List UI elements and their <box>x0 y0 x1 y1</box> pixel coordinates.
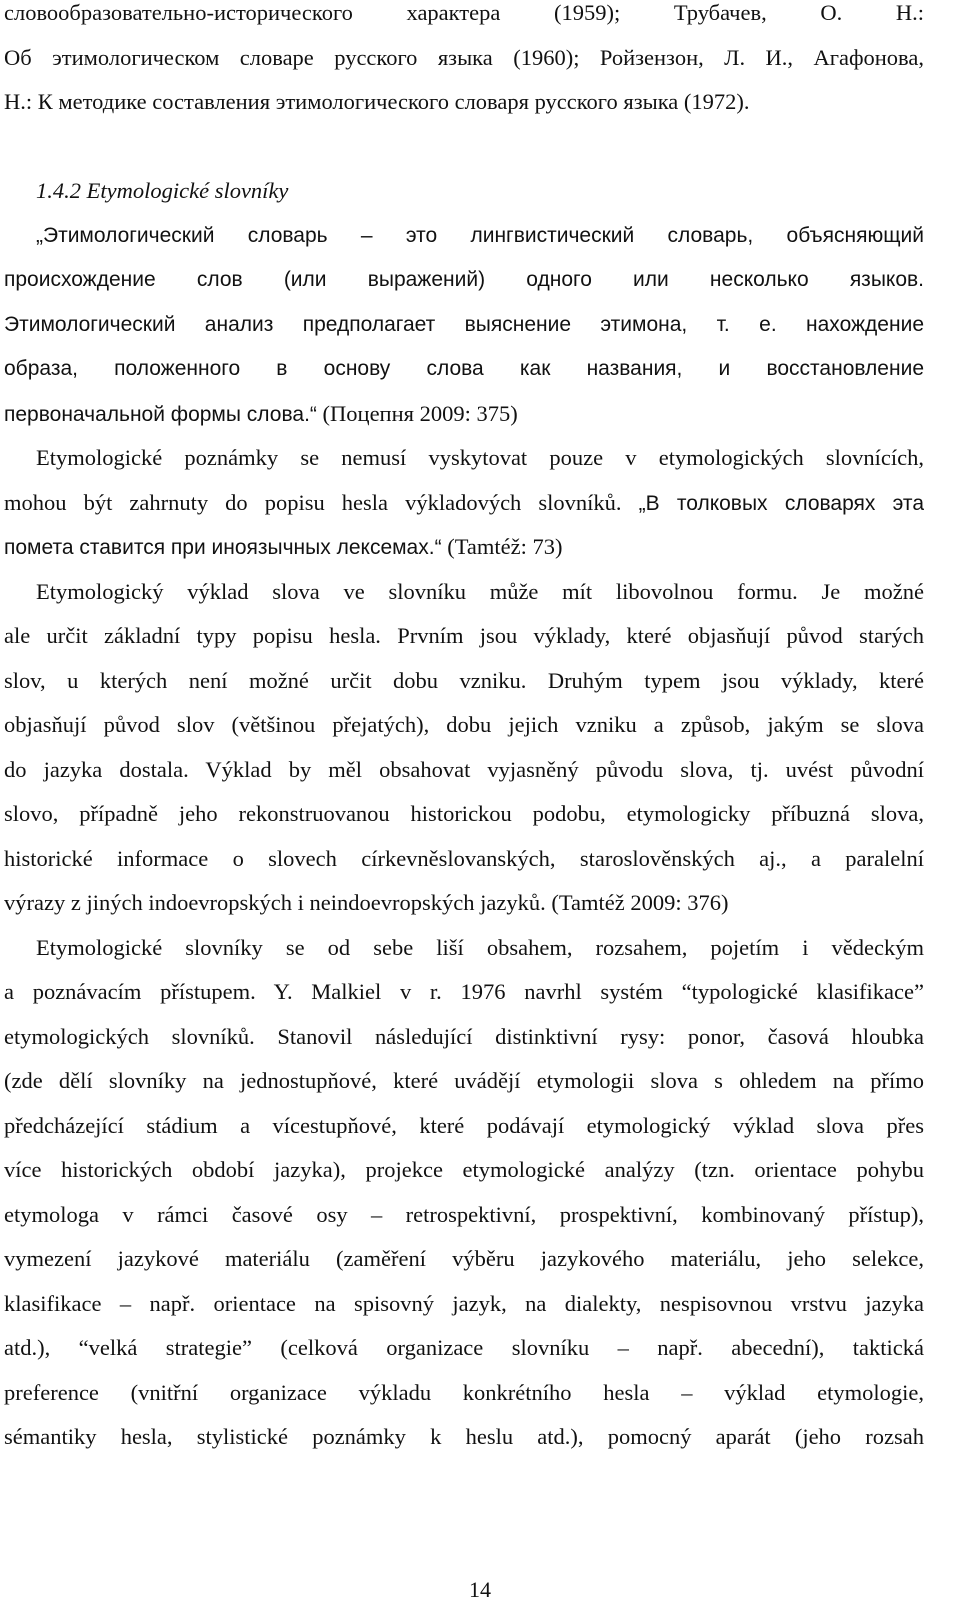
quote-end: первоначальной формы слова.“ <box>4 402 317 426</box>
quote-line: происхождение слов (или выражений) одного или несколько языков. <box>4 268 924 291</box>
text-line: slovo, případně jeho rekonstruovanou historickou podobu, etymologicky příbuzná slova, <box>4 801 924 826</box>
quote-line: образа, положенного в основу слова как названия, и восстановление <box>4 357 924 380</box>
text-line: atd.), “velká strategie” (celková organizace slovníku – např. abecední), taktická <box>4 1335 924 1360</box>
text-line: historické informace o slovech církevněslovanských, staroslověnských aj., a paralelní <box>4 845 924 871</box>
text-line: objasňují původ slov (většinou přejatých), dobu jejich vzniku a způsob, jakým se slova <box>4 712 924 737</box>
quote-line: „Этимологический словарь – это лингвистический словарь, объясняющий <box>36 223 924 247</box>
text-line: Etymologický výklad slova ve slovníku může mít libovolnou formu. Je možné <box>36 578 924 604</box>
paragraph-spacer <box>4 134 924 179</box>
page-number: 14 <box>469 1577 491 1602</box>
text-line: více historických období jazyka), projekce etymologické analýzy (tzn. orientace pohybu <box>4 1157 924 1182</box>
text-line: etymologa v rámci časové osy – retrospektivní, prospektivní, kombinovaný přístup), <box>4 1201 924 1227</box>
section-heading: 1.4.2 Etymologické slovníky <box>36 178 289 203</box>
text-line: výrazy z jiných indoevropských i neindoevropských jazyků. (Tamtéž 2009: 376) <box>4 890 729 915</box>
text-line: sémantiky hesla, stylistické poznámky k heslu atd.), pomocný aparát (jeho rozsah <box>4 1424 924 1449</box>
text-line: Etymologické poznámky se nemusí vyskytovat pouze v etymologických slovnících, <box>36 445 924 470</box>
mixed-line <box>4 401 924 446</box>
mixed-line <box>4 490 924 535</box>
text-line: Н.: К методике составления этимологического словаря русского языка (1972). <box>4 89 750 114</box>
text-line: do jazyka dostala. Výklad by měl obsahovat vyjasněný původu slova, tj. uvést původní <box>4 756 924 782</box>
text-line: slov, u kterých není možné určit dobu vzniku. Druhým typem jsou výklady, které <box>4 667 924 693</box>
text-part: mohou být zahrnuty do popisu hesla výkladových slovníků. <box>4 489 639 515</box>
quote-start: „В толковых словарях эта <box>638 491 924 515</box>
text-line: etymologických slovníků. Stanovil následující distinktivní rysy: ponor, časová hloubka <box>4 1023 924 1049</box>
text-line: klasifikace – např. orientace na spisovný jazyk, na dialekty, nespisovnou vrstvu jazyka <box>4 1290 924 1316</box>
text-line: Etymologické slovníky se od sebe liší obsahem, rozsahem, pojetím i vědeckým <box>36 934 924 960</box>
text-line: словообразовательно-исторического характера (1959); Трубачев, О. Н.: <box>4 0 924 25</box>
citation: (Поцепня 2009: 375) <box>316 400 518 426</box>
mixed-line <box>4 534 924 579</box>
quote-line: Этимологический анализ предполагает выяснение этимона, т. е. нахождение <box>4 312 924 336</box>
text-line: Об этимологическом словаре русского языка (1960); Ройзензон, Л. И., Агафонова, <box>4 44 924 70</box>
text-line: (zde dělí slovníky na jednostupňové, které uvádějí etymologii slova s ohledem na přímo <box>4 1068 924 1093</box>
quote-end: помета ставится при иноязычных лексемах.“ <box>4 536 442 559</box>
text-line: předcházející stádium a vícestupňové, které podávají etymologický výklad slova přes <box>4 1112 924 1138</box>
text-line: a poznávacím přístupem. Y. Malkiel v r. 1976 navrhl systém “typologické klasifikace” <box>4 979 924 1004</box>
document-page <box>4 0 924 1469</box>
text-line: ale určit základní typy popisu hesla. Prvním jsou výklady, které objasňují původ starých <box>4 623 924 648</box>
text-line: preference (vnitřní organizace výkladu konkrétního hesla – výklad etymologie, <box>4 1379 924 1405</box>
text-line: vymezení jazykové materiálu (zaměření výběru jazykového materiálu, jeho selekce, <box>4 1246 924 1271</box>
citation: (Tamtéž: 73) <box>441 534 563 559</box>
